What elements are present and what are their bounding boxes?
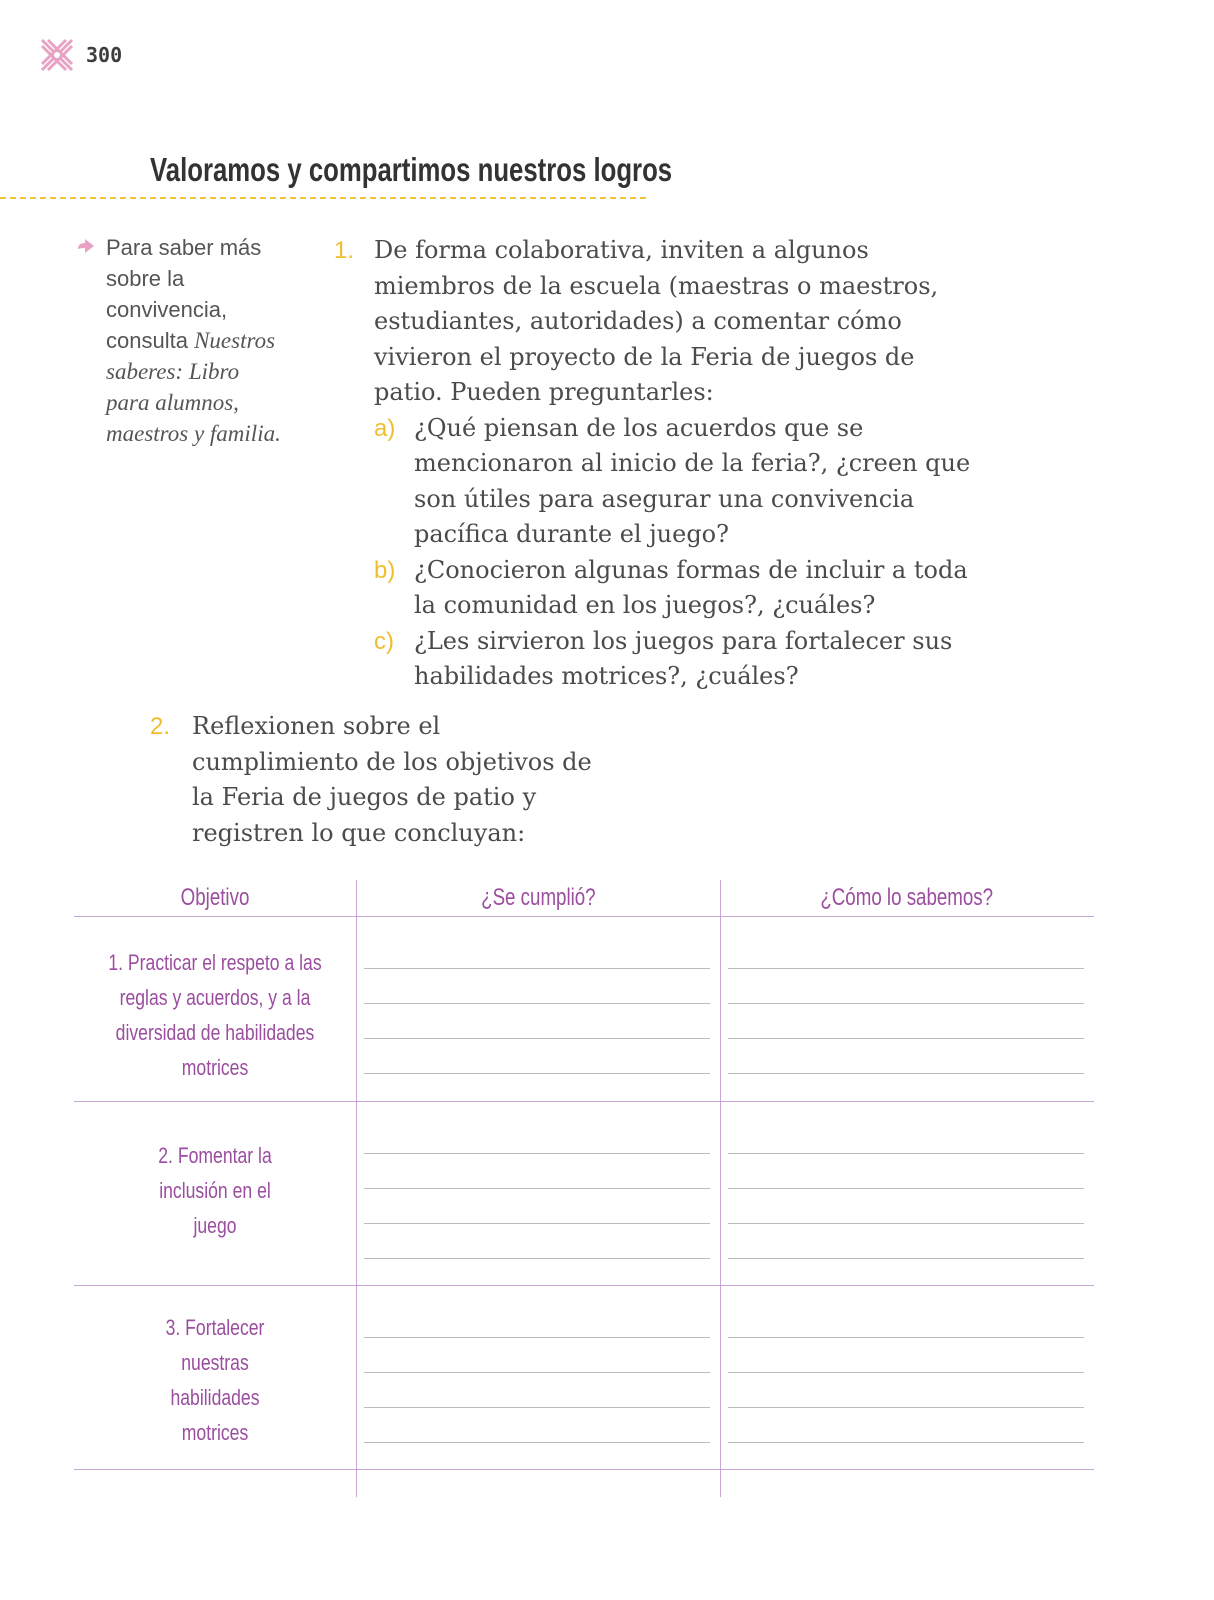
sidenote-text: Para saber más sobre la convivencia, consulta bbox=[106, 235, 262, 353]
answer-line[interactable] bbox=[364, 1442, 710, 1443]
answer-line[interactable] bbox=[728, 1442, 1084, 1443]
subitem-text: ¿Les sirvieron los juegos para fortalecer sus habilidades motrices?, ¿cuáles? bbox=[414, 626, 953, 690]
answer-line[interactable] bbox=[364, 1073, 710, 1074]
objective-cell-1: 1. Practicar el respeto a las reglas y acuerdos, y a la diversidad de habilidades motrices bbox=[108, 950, 322, 1080]
row-rule bbox=[74, 1101, 1094, 1102]
item-number: 1. bbox=[334, 237, 355, 264]
section-title: Valoramos y compartimos nuestros logros bbox=[150, 151, 673, 188]
subitem-letter: c) bbox=[374, 627, 394, 655]
subitem-letter: b) bbox=[374, 556, 396, 584]
subitem-b bbox=[374, 553, 974, 624]
answer-line[interactable] bbox=[364, 1003, 710, 1004]
activity-item-2 bbox=[150, 709, 612, 851]
answer-line[interactable] bbox=[364, 1153, 710, 1154]
objective-cell-2: 2. Fomentar la inclusión en el juego bbox=[158, 1142, 272, 1238]
answer-line[interactable] bbox=[364, 1337, 710, 1338]
subitem-c bbox=[374, 624, 974, 695]
row-rule bbox=[74, 1285, 1094, 1286]
answer-line[interactable] bbox=[728, 1003, 1084, 1004]
title-divider bbox=[0, 197, 646, 199]
row-rule bbox=[74, 1469, 1094, 1470]
header-rule bbox=[74, 916, 1094, 917]
item-text: De forma colaborativa, inviten a algunos miembros de la escuela (maestras o maestros, estudiantes, autoridades) a comentar cómo vivieron el proyecto de la Feria de juegos de patio. Pueden preguntarles: bbox=[374, 236, 939, 406]
answer-line[interactable] bbox=[364, 1407, 710, 1408]
page-number: 300 bbox=[86, 43, 123, 67]
header-objective: Objetivo bbox=[180, 884, 250, 911]
answer-line[interactable] bbox=[728, 1188, 1084, 1189]
answer-line[interactable] bbox=[364, 1223, 710, 1224]
answer-line[interactable] bbox=[728, 1372, 1084, 1373]
answer-line[interactable] bbox=[364, 1188, 710, 1189]
subitem-a bbox=[374, 411, 974, 553]
decorative-star-icon bbox=[38, 36, 76, 74]
arrow-right-icon bbox=[76, 236, 96, 256]
subitem-text: ¿Conocieron algunas formas de incluir a toda la comunidad en los juegos?, ¿cuáles? bbox=[414, 555, 968, 619]
answer-line[interactable] bbox=[728, 1407, 1084, 1408]
answer-line[interactable] bbox=[728, 1038, 1084, 1039]
column-divider bbox=[356, 880, 357, 1497]
objective-cell-3: 3. Fortalecer nuestras habilidades motrices bbox=[165, 1315, 265, 1445]
answer-line[interactable] bbox=[364, 1372, 710, 1373]
sidenote-book-title: Nuestros saberes: Libro para alumnos, maestros y familia. bbox=[106, 328, 281, 446]
answer-line[interactable] bbox=[364, 1258, 710, 1259]
answer-line[interactable] bbox=[728, 1258, 1084, 1259]
subitem-letter: a) bbox=[374, 414, 396, 442]
answer-line[interactable] bbox=[728, 1223, 1084, 1224]
answer-line[interactable] bbox=[728, 1153, 1084, 1154]
item-text: Reflexionen sobre el cumplimiento de los objetivos de la Feria de juegos de patio y registren lo que concluyan: bbox=[192, 712, 592, 847]
answer-line[interactable] bbox=[364, 968, 710, 969]
activity-item-1 bbox=[334, 233, 974, 695]
answer-line[interactable] bbox=[728, 968, 1084, 969]
page-header bbox=[38, 36, 122, 74]
item-number: 2. bbox=[150, 713, 171, 740]
header-how-we-know: ¿Cómo lo sabemos? bbox=[820, 884, 994, 911]
answer-line[interactable] bbox=[364, 1038, 710, 1039]
subitem-text: ¿Qué piensan de los acuerdos que se mencionaron al inicio de la feria?, ¿creen que son útiles para asegurar una convivencia pacífica durante el juego? bbox=[414, 413, 971, 548]
objectives-table bbox=[74, 880, 1094, 1497]
answer-line[interactable] bbox=[728, 1337, 1084, 1338]
answer-line[interactable] bbox=[728, 1073, 1084, 1074]
header-fulfilled: ¿Se cumplió? bbox=[480, 884, 596, 911]
column-divider bbox=[720, 880, 721, 1497]
